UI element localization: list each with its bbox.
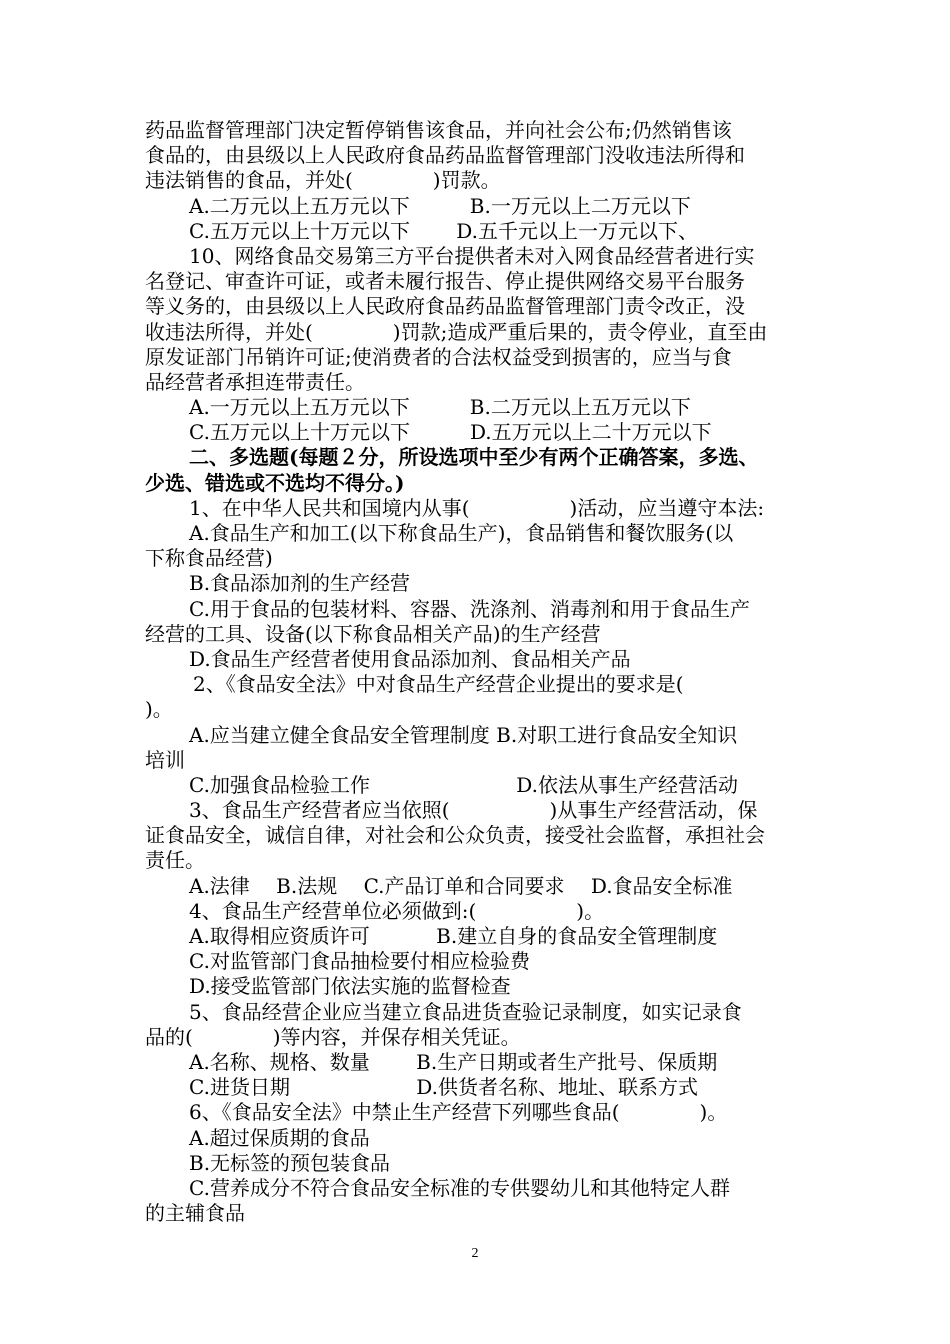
text-line: 收违法所得，并处( )罚款;造成严重后果的，责令停业，直至由 (145, 319, 768, 344)
option-line: A.一万元以上五万元以下 B.二万元以上五万元以下 (189, 395, 691, 420)
section-heading: 少选、错选或不选均不得分。) (145, 470, 405, 495)
text-line: 责任。 (145, 848, 205, 873)
text-line: 名登记、审查许可证，或者未履行报告、停止提供网络交易平台服务 (145, 269, 745, 294)
question-6: 6、《食品安全法》中禁止生产经营下列哪些食品( )。 (189, 1100, 728, 1125)
option-line: C.进货日期 D.供货者名称、地址、联系方式 (189, 1075, 698, 1100)
text-line: 食品的，由县级以上人民政府食品药品监督管理部门没收违法所得和 (145, 143, 745, 168)
text-line: 培训 (145, 747, 185, 772)
text-line: 的主辅食品 (145, 1201, 245, 1226)
text-line: 经营的工具、设备(以下称食品相关产品)的生产经营 (145, 621, 601, 646)
question-4: 4、食品生产经营单位必须做到:( )。 (189, 898, 605, 923)
text-line: 品经营者承担连带责任。 (145, 369, 365, 394)
question-1: 1、在中华人民共和国境内从事( )活动，应当遵守本法: (189, 495, 765, 520)
option-line: A.食品生产和加工(以下称食品生产)，食品销售和餐饮服务(以 (189, 521, 734, 545)
question-3: 3、食品生产经营者应当依照( )从事生产经营活动，保 (189, 798, 758, 823)
option-line: A.应当建立健全食品安全管理制度 B.对职工进行食品安全知识 (189, 722, 738, 747)
option-line: A.法律 B.法规 C.产品订单和合同要求 D.食品安全标准 (189, 873, 733, 898)
option-line: C.加强食品检验工作 D.依法从事生产经营活动 (189, 772, 738, 797)
option-line: D.接受监管部门依法实施的监督检查 (189, 974, 511, 999)
option-line: C.营养成分不符合食品安全标准的专供婴幼儿和其他特定人群 (189, 1175, 730, 1200)
text-line: 品的( )等内容，并保存相关凭证。 (145, 1024, 521, 1049)
text-line: 药品监督管理部门决定暂停销售该食品，并向社会公布;仍然销售该 (145, 118, 732, 142)
page-number: 2 (471, 1246, 479, 1261)
question-2: 2、《食品安全法》中对食品生产经营企业提出的要求是( (193, 672, 684, 697)
option-line: B.无标签的预包装食品 (189, 1150, 391, 1175)
text-line: )。 (145, 697, 173, 722)
option-line: D.食品生产经营者使用食品添加剂、食品相关产品 (189, 646, 631, 671)
text-line: 等义务的，由县级以上人民政府食品药品监督管理部门责令改正，没 (145, 294, 745, 319)
option-line: A.名称、规格、数量 B.生产日期或者生产批号、保质期 (189, 1049, 718, 1074)
question-10: 10、网络食品交易第三方平台提供者未对入网食品经营者进行实 (189, 243, 755, 268)
text-line: 下称食品经营) (145, 546, 273, 571)
option-line: B.食品添加剂的生产经营 (189, 571, 411, 596)
option-line: C.用于食品的包装材料、容器、洗涤剂、消毒剂和用于食品生产 (189, 596, 750, 621)
text-line: 证食品安全，诚信自律，对社会和公众负责，接受社会监督，承担社会 (145, 823, 765, 848)
option-line: A.取得相应资质许可 B.建立自身的食品安全管理制度 (189, 924, 718, 948)
option-line: C.五万元以上十万元以下 D.五千元以上一万元以下、 (189, 218, 698, 243)
question-5: 5、食品经营企业应当建立食品进货查验记录制度，如实记录食 (189, 999, 742, 1024)
option-line: A.超过保质期的食品 (189, 1125, 370, 1150)
option-line: C.五万元以上十万元以下 D.五万元以上二十万元以下 (189, 420, 712, 445)
text-line: 违法销售的食品，并处( )罚款。 (145, 168, 501, 193)
option-line: A.二万元以上五万元以下 B.一万元以上二万元以下 (189, 193, 691, 218)
text-line: 原发证部门吊销许可证;使消费者的合法权益受到损害的，应当与食 (145, 344, 732, 369)
section-heading: 二、多选题(每题２分，所设选项中至少有两个正确答案，多选、 (189, 445, 759, 470)
document-body (145, 118, 815, 1226)
option-line: C.对监管部门食品抽检要付相应检验费 (189, 949, 530, 974)
